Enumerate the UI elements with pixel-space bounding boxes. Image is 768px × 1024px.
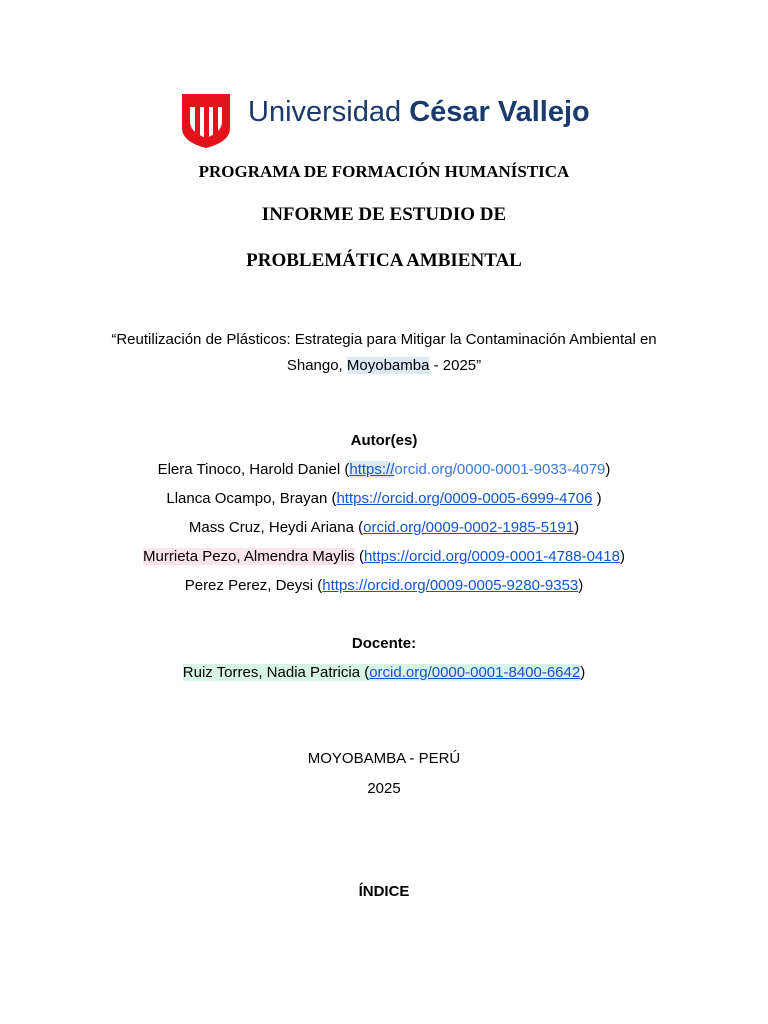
orcid-link[interactable]: https://orcid.org/0009-0005-9280-9353 bbox=[322, 577, 579, 594]
university-logo bbox=[180, 92, 600, 152]
orcid-link-prefix[interactable]: https:// bbox=[349, 461, 395, 478]
authors-heading: Autor(es) bbox=[350, 432, 418, 449]
teacher-line: Ruiz Torres, Nadia Patricia (orcid.org/0000-0001-8400-6642) bbox=[182, 664, 586, 681]
index-heading: ÍNDICE bbox=[358, 883, 410, 900]
university-name: Universidad César Vallejo bbox=[248, 96, 590, 128]
place: MOYOBAMBA - PERÚ bbox=[307, 750, 461, 767]
shield-icon bbox=[180, 92, 232, 150]
orcid-link[interactable]: orcid.org/0000-0001-9033-4079 bbox=[394, 461, 606, 478]
year: 2025 bbox=[367, 780, 401, 797]
teacher-heading: Docente: bbox=[351, 635, 417, 652]
city-highlight: Moyobamba bbox=[346, 357, 430, 374]
author-line: Perez Perez, Deysi (https://orcid.org/0009-0005-9280-9353) bbox=[184, 577, 584, 594]
orcid-link[interactable]: orcid.org/0000-0001-8400-6642 bbox=[369, 664, 581, 681]
author-line: Llanca Ocampo, Brayan (https://orcid.org/0009-0005-6999-4706 ) bbox=[166, 490, 602, 507]
author-line: Murrieta Pezo, Almendra Maylis (https://orcid.org/0009-0001-4788-0418) bbox=[143, 548, 625, 565]
teacher-name-highlight: Ruiz Torres, Nadia Patricia (orcid.org/0000-0001-8400-6642 bbox=[182, 664, 581, 681]
report-title-line-2: PROBLEMÁTICA AMBIENTAL bbox=[246, 250, 522, 271]
subtitle-line-2: Shango, Moyobamba - 2025” bbox=[286, 357, 482, 374]
program-name: PROGRAMA DE FORMACIÓN HUMANÍSTICA bbox=[198, 162, 570, 181]
report-title-line-1: INFORME DE ESTUDIO DE bbox=[261, 204, 507, 225]
author-line: Elera Tinoco, Harold Daniel (https://orcid.org/0000-0001-9033-4079) bbox=[157, 461, 611, 478]
author-line: Mass Cruz, Heydi Ariana (orcid.org/0009-0002-1985-5191) bbox=[188, 519, 580, 536]
orcid-link[interactable]: orcid.org/0009-0002-1985-5191 bbox=[363, 519, 575, 536]
orcid-link[interactable]: https://orcid.org/0009-0001-4788-0418 bbox=[363, 548, 620, 565]
author-name-highlight: Murrieta Pezo, Almendra Maylis bbox=[143, 548, 355, 565]
subtitle-line-1: “Reutilización de Plásticos: Estrategia para Mitigar la Contaminación Ambiental en bbox=[111, 331, 657, 348]
orcid-link[interactable]: https://orcid.org/0009-0005-6999-4706 bbox=[336, 490, 593, 507]
